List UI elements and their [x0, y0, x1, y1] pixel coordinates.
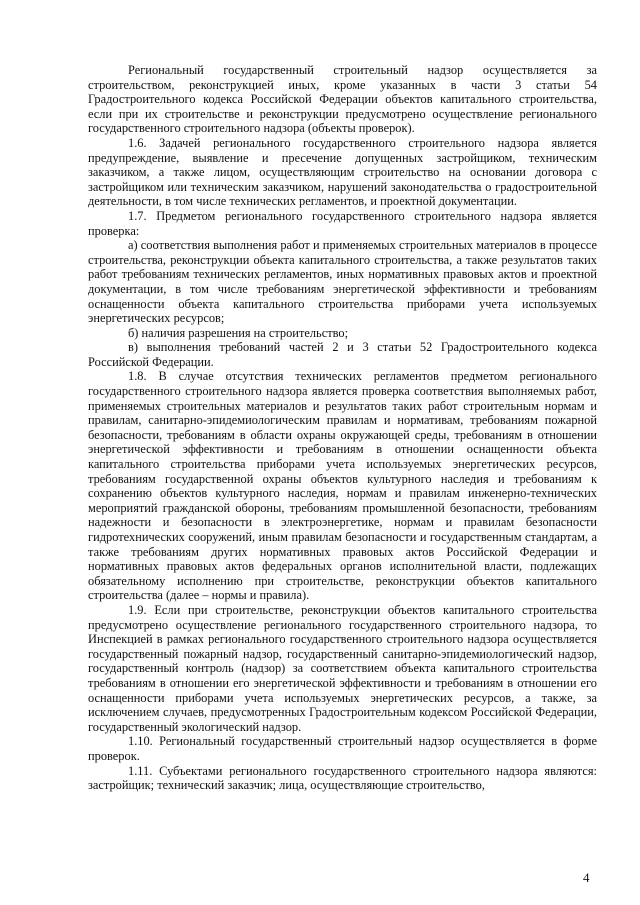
- paragraph-1-7-a: а) соответствия выполнения работ и применяемых строительных материалов в процессе строительства, реконструкции объекта капитального строительства, а также результатов таких работ требованиям технических регламентов, иных нормативных правовых актов и проектной документации, в том числе требованиям энергетической эффективности и требованиям оснащенности объекта капитального строительства приборами учета используемых энергетических ресурсов;: [88, 238, 597, 326]
- paragraph-1-7: 1.7. Предметом регионального государственного строительного надзора является проверка:: [88, 208, 597, 238]
- paragraph-objects-of-inspection: Региональный государственный строительный надзор осуществляется за строительством, реконструкцией иных, кроме указанных в части 3 статьи 54 Градостроительного кодекса Российской Федерации объектов капитального строительства, если при их строительстве и реконструкции предусмотрено осуществление регионального государственного строительного надзора (объекты проверок).: [88, 63, 597, 136]
- paragraph-1-7-b: б) наличия разрешения на строительство;: [128, 325, 349, 340]
- page-number: 4: [583, 870, 590, 885]
- paragraph-1-6: 1.6. Задачей регионального государственного строительного надзора является предупреждение, выявление и пресечение допущенных застройщиком, техническим заказчиком, а также лицом, осуществляющим строительство на основании договора с застройщиком или техническим заказчиком, нарушений законодательства о градостроительной деятельности, в том числе технических регламентов, и проектной документации.: [88, 135, 597, 209]
- document-body: [88, 63, 597, 793]
- paragraph-1-10: 1.10. Региональный государственный строительный надзор осуществляется в форме проверок.: [88, 734, 597, 763]
- paragraph-1-9: 1.9. Если при строительстве, реконструкции объектов капитального строительства предусмотрено осуществление регионального государственного строительного надзора, то Инспекцией в рамках регионального государственного строительного надзора осуществляется государственный пожарный надзор, государственный санитарно-эпидемиологический надзор, государственный контроль (надзор) за соответствием объекта капитального строительства требованиям в отношении его энергетической эффективности и требованиям в отношении его оснащенности приборами учета используемых энергетических ресурсов, а также, за исключением случаев, предусмотренных Градостроительным кодексом Российской Федерации, государственный экологический надзор.: [88, 602, 597, 734]
- paragraph-1-8: 1.8. В случае отсутствия технических регламентов предметом регионального государственного строительного надзора является проверка соответствия выполняемых работ, применяемых строительных материалов и результатов таких работ строительным нормам и правилам, санитарно-эпидемиологическим правилам и нормативам, требованиям пожарной безопасности, требованиям в области охраны окружающей среды, требованиям в отношении энергетической эффективности и требованиям в отношении оснащенности объекта капитального строительства приборами учета используемых энергетических ресурсов, требованиям государственной охраны объектов культурного наследия и требованиям к сохранению объектов культурного наследия, нормам и правилам инженерно-технических мероприятий гражданской обороны, требованиям промышленной безопасности, требованиям надежности и безопасности в электроэнергетике, нормам и правилам безопасности гидротехнических сооружений, иным правилам безопасности и государственным стандартам, а также требованиям других нормативных правовых актов Российской Федерации и нормативных правовых актов федеральных органов исполнительной власти, подлежащих обязательному исполнению при строительстве, реконструкции объектов капитального строительства (далее – нормы и правила).: [88, 369, 597, 603]
- paragraph-1-7-v: в) выполнения требований частей 2 и 3 статьи 52 Градостроительного кодекса Российской Федерации.: [88, 340, 597, 369]
- paragraph-1-11: 1.11. Субъектами регионального государственного строительного надзора являются: застройщик; технический заказчик; лица, осуществляющие строительство,: [88, 763, 597, 793]
